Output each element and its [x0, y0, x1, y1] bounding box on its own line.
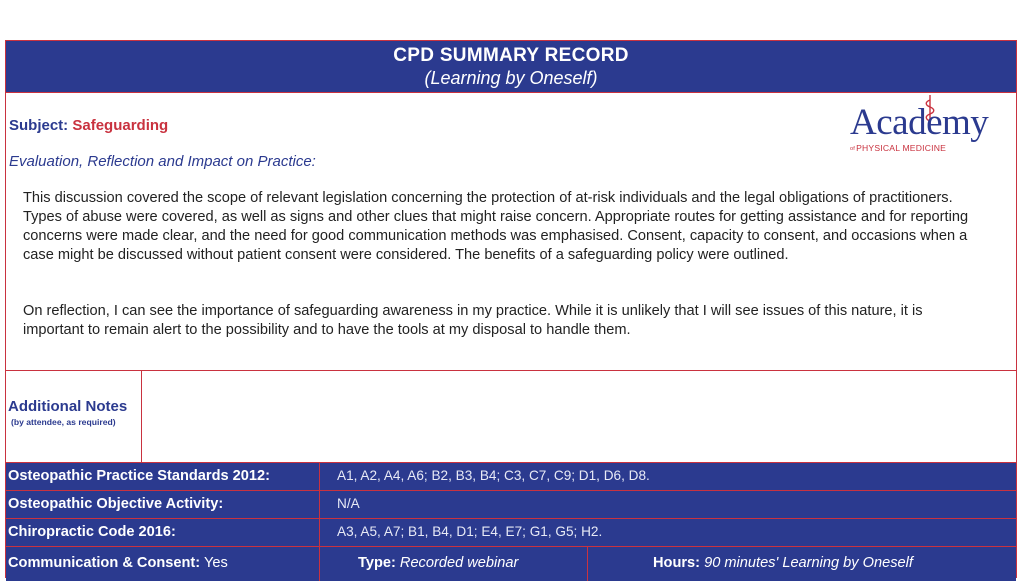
subject-line [9, 117, 168, 134]
standards-value: N/A [337, 496, 360, 511]
type-label: Type: [358, 555, 396, 571]
standards-value: A3, A5, A7; B1, B4, D1; E4, E7; G1, G5; H2. [337, 524, 603, 539]
record-title: CPD SUMMARY RECORD [393, 45, 629, 66]
logo-tagline-text: PHYSICAL MEDICINE [856, 143, 947, 153]
communication-consent [6, 547, 320, 581]
type-value: Recorded webinar [399, 555, 519, 571]
type-field [320, 547, 588, 581]
logo-tagline [850, 143, 946, 153]
table-row [6, 491, 1016, 519]
communication-value: Yes [203, 555, 228, 571]
academy-logo [850, 103, 1010, 153]
standards-label: Osteopathic Objective Activity: [6, 491, 320, 518]
record-body [6, 93, 1016, 371]
notes-label-cell [6, 371, 142, 462]
communication-label: Communication & Consent: [8, 555, 201, 571]
table-row [6, 463, 1016, 491]
hours-field [588, 547, 1016, 581]
additional-notes-section [6, 371, 1016, 463]
footer-row [6, 547, 1016, 581]
table-row [6, 519, 1016, 547]
subject-value: Safeguarding [72, 117, 169, 134]
record-subtitle: (Learning by Oneself) [424, 68, 598, 88]
record-header [6, 41, 1016, 93]
logo-wordmark: Academy [850, 102, 989, 143]
evaluation-paragraph-2: On reflection, I can see the importance of safeguarding awareness in my practice. While it is unlikely that I will see issues of this nature, it is important to remain alert to the possibility and to have the tools at my disposal to handle them. [23, 303, 923, 338]
subject-label: Subject: [9, 117, 69, 134]
logo-tagline-prefix: of [850, 146, 856, 152]
standards-label: Osteopathic Practice Standards 2012: [6, 463, 320, 490]
notes-sublabel: (by attendee, as required) [11, 417, 116, 427]
hours-label: Hours: [653, 555, 701, 571]
evaluation-paragraph-1: This discussion covered the scope of relevant legislation concerning the protection of at-risk individuals and the legal obligations of practitioners. Types of abuse were covered, as well as signs and other clues that might raise concern. Appropriate routes for getting assistance and for reporting concerns were made clear, and the need for good communication methods was emphasised. Consent, capacity to consent, and occasions when a case might be discussed without patient consent were considered. The benefits of a safeguarding policy were outlined. [23, 190, 969, 263]
cpd-record [5, 40, 1017, 578]
standards-table [6, 463, 1016, 581]
notes-label: Additional Notes [8, 398, 128, 415]
standards-label: Chiropractic Code 2016: [6, 519, 320, 546]
hours-value: 90 minutes' Learning by Oneself [704, 555, 913, 571]
evaluation-heading: Evaluation, Reflection and Impact on Practice: [9, 153, 316, 170]
standards-value: A1, A2, A4, A6; B2, B3, B4; C3, C7, C9; D1, D6, D8. [337, 468, 650, 483]
